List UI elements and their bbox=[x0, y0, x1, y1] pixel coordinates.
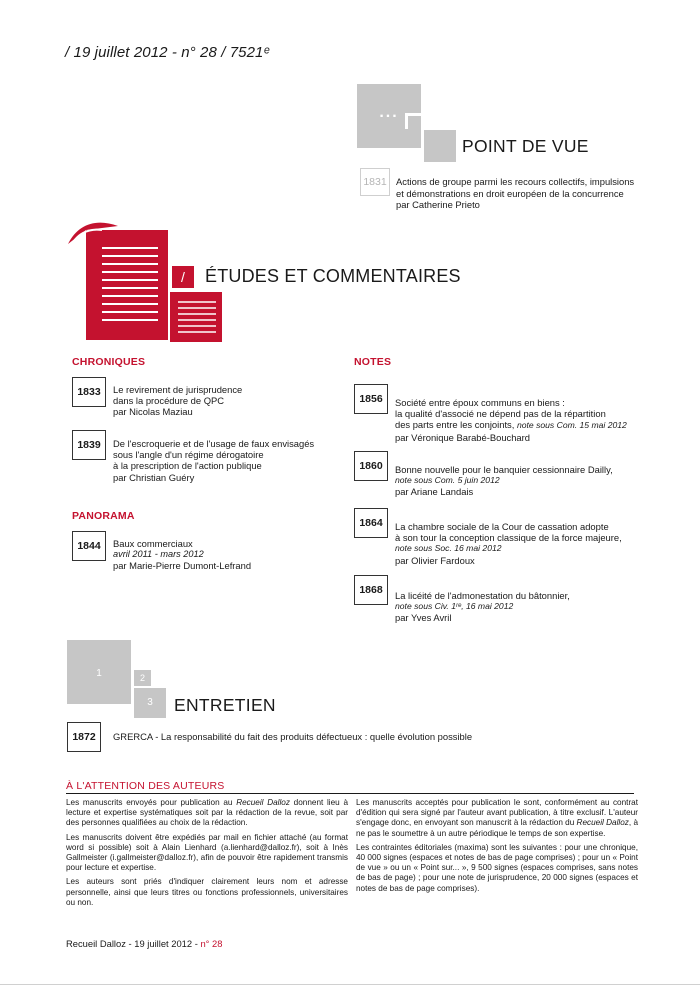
text: Les manuscrits acceptés pour publication le sont, conformément au contrat d'édition qui sera signé par l'auteur avant publication, à titre exclusif. L'auteur s'engage donc, en envoyant son manuscrit à la rédaction du bbox=[356, 798, 638, 828]
article-title-line: et démonstrations en droit européen de la concurrence bbox=[396, 187, 624, 199]
text: Recueil Dalloz bbox=[236, 798, 290, 807]
entry-note: note sous Soc. 16 mai 2012 bbox=[395, 543, 502, 554]
article-number-1839[interactable]: 1839 bbox=[72, 430, 106, 460]
entry-author: par Véronique Barabé-Bouchard bbox=[395, 431, 530, 443]
article-number-1856[interactable]: 1856 bbox=[354, 384, 388, 414]
article-author: par Catherine Prieto bbox=[396, 199, 480, 210]
entry-line: La licéité de l'admonestation du bâtonnier, bbox=[395, 590, 570, 601]
square-icon-medium bbox=[424, 130, 456, 162]
chroniques-heading: CHRONIQUES bbox=[72, 356, 146, 368]
entretien-title: ENTRETIEN bbox=[174, 695, 276, 715]
article-number-1864[interactable]: 1864 bbox=[354, 508, 388, 538]
article-title-line: Actions de groupe parmi les recours collectifs, impulsions bbox=[396, 176, 635, 187]
page-footer bbox=[66, 938, 222, 949]
attention-paragraph: Les contraintes éditoriales (maxima) sont les suivantes : pour une chronique, 40 000 signes (espaces et notes de bas de page comprises) ; pour un « Point de vue » ou un « Point sur... », 9 500 signes (espaces comprises, sans notes de bas de page) ; pour une note de jurisprudence, 20 000 signes (espaces et notes de bas de page comprises). bbox=[356, 842, 638, 893]
article-number-1872[interactable]: 1872 bbox=[67, 722, 101, 752]
square-icon-small bbox=[408, 116, 421, 129]
entry-author: par Marie-Pierre Dumont-Lefrand bbox=[113, 560, 252, 572]
article-number-1831[interactable]: 1831 bbox=[360, 168, 390, 196]
panorama-heading: PANORAMA bbox=[72, 510, 135, 522]
panorama-entry[interactable] bbox=[113, 538, 251, 572]
slash-badge: / bbox=[172, 266, 194, 288]
bottom-rule bbox=[0, 984, 700, 985]
entretien-icon-number: 2 bbox=[134, 670, 151, 686]
attention-right-column bbox=[356, 798, 638, 898]
entry-line: Bonne nouvelle pour le banquier cessionnaire Dailly, bbox=[395, 464, 613, 475]
entry-author: par Christian Guéry bbox=[113, 471, 195, 483]
entry-dates: avril 2011 - mars 2012 bbox=[113, 549, 204, 560]
attention-paragraph: Les auteurs sont priés d'indiquer clairement leurs nom et adresse personnelle, ainsi que leurs titres ou fonctions professionnels, universitaires ou non. bbox=[66, 877, 348, 907]
attention-heading: À L'ATTENTION DES AUTEURS bbox=[66, 780, 225, 792]
text: Recueil Dalloz bbox=[576, 818, 629, 828]
article-number-1868[interactable]: 1868 bbox=[354, 575, 388, 605]
text: Les manuscrits envoyés pour publication au bbox=[66, 798, 237, 807]
entry-line: Le revirement de jurisprudence bbox=[113, 384, 243, 395]
footer-text: Recueil Dalloz - 19 juillet 2012 - bbox=[66, 938, 201, 949]
issue-header: / 19 juillet 2012 - n° 28 / 7521ᵉ bbox=[65, 44, 270, 61]
article-number-1844[interactable]: 1844 bbox=[72, 531, 106, 561]
entry-line: la qualité d'associé ne dépend pas de la répartition bbox=[395, 408, 606, 420]
entry-author: par Olivier Fardoux bbox=[395, 554, 475, 566]
article-number-1860[interactable]: 1860 bbox=[354, 451, 388, 481]
article-number-1833[interactable]: 1833 bbox=[72, 377, 106, 407]
etudes-title: ÉTUDES ET COMMENTAIRES bbox=[205, 266, 461, 286]
documents-icon bbox=[66, 222, 226, 344]
attention-paragraph: Les manuscrits doivent être expédiés par mail en fichier attaché (au format word si possible) soit à Alain Lienhard (a.lienhard@dalloz.fr), soit à Inès Gallmeister (i.gallmeister@dalloz.fr), afin de pouvoir être rapidement transmis pour lecture et expertise. bbox=[66, 832, 348, 873]
footer-issue-number: n° 28 bbox=[200, 938, 223, 949]
attention-paragraph bbox=[66, 798, 348, 829]
entry-note: note sous Civ. 1ʳᵉ, 16 mai 2012 bbox=[395, 601, 514, 612]
text: donnent lieu à lecture et expertise systématiques soit par la rédaction de la revue, soit par des personnes qualifiées au choix de la rédaction. bbox=[66, 798, 348, 828]
entretien-entry[interactable]: GRERCA - La responsabilité du fait des produits défectueux : quelle évolution possible bbox=[113, 731, 473, 742]
divider bbox=[66, 793, 634, 794]
entry-line: des parts entre les conjoints, bbox=[395, 419, 515, 431]
entry-author: par Ariane Landais bbox=[395, 486, 474, 498]
entry-line: dans la procédure de QPC bbox=[113, 395, 225, 407]
entry-author: par Nicolas Maziau bbox=[113, 406, 193, 418]
entry-line: à la prescription de l'action publique bbox=[113, 460, 262, 472]
entretien-icon-number: 1 bbox=[96, 668, 102, 679]
note-entry[interactable] bbox=[395, 397, 627, 443]
note-entry[interactable] bbox=[395, 464, 613, 498]
entry-line: sous l'angle d'un régime dérogatoire bbox=[113, 449, 264, 461]
entry-line: Baux commerciaux bbox=[113, 538, 193, 549]
chronique-entry[interactable] bbox=[113, 384, 242, 418]
point-de-vue-article[interactable] bbox=[396, 176, 676, 211]
attention-left-column bbox=[66, 798, 348, 912]
text: , à ne pas le soumettre à un autre périodique le temps de son expertise. bbox=[356, 818, 638, 838]
chronique-entry[interactable] bbox=[113, 438, 314, 483]
dots-icon: ... bbox=[379, 104, 399, 121]
note-entry[interactable] bbox=[395, 521, 622, 566]
attention-paragraph bbox=[356, 798, 638, 839]
entry-note: note sous Com. 5 juin 2012 bbox=[395, 475, 500, 486]
entry-line: La chambre sociale de la Cour de cassation adopte bbox=[395, 521, 609, 532]
entry-author: par Yves Avril bbox=[395, 612, 452, 624]
entretien-icon-number: 3 bbox=[134, 688, 166, 718]
entry-line: De l'escroquerie et de l'usage de faux envisagés bbox=[113, 438, 315, 449]
entry-line: à son tour la conception classique de la force majeure, bbox=[395, 532, 622, 544]
point-de-vue-title: POINT DE VUE bbox=[462, 136, 589, 156]
entry-note: note sous Com. 15 mai 2012 bbox=[516, 420, 627, 431]
entry-line: Société entre époux communs en biens : bbox=[395, 397, 565, 408]
note-entry[interactable] bbox=[395, 590, 570, 624]
notes-heading: NOTES bbox=[354, 356, 392, 368]
